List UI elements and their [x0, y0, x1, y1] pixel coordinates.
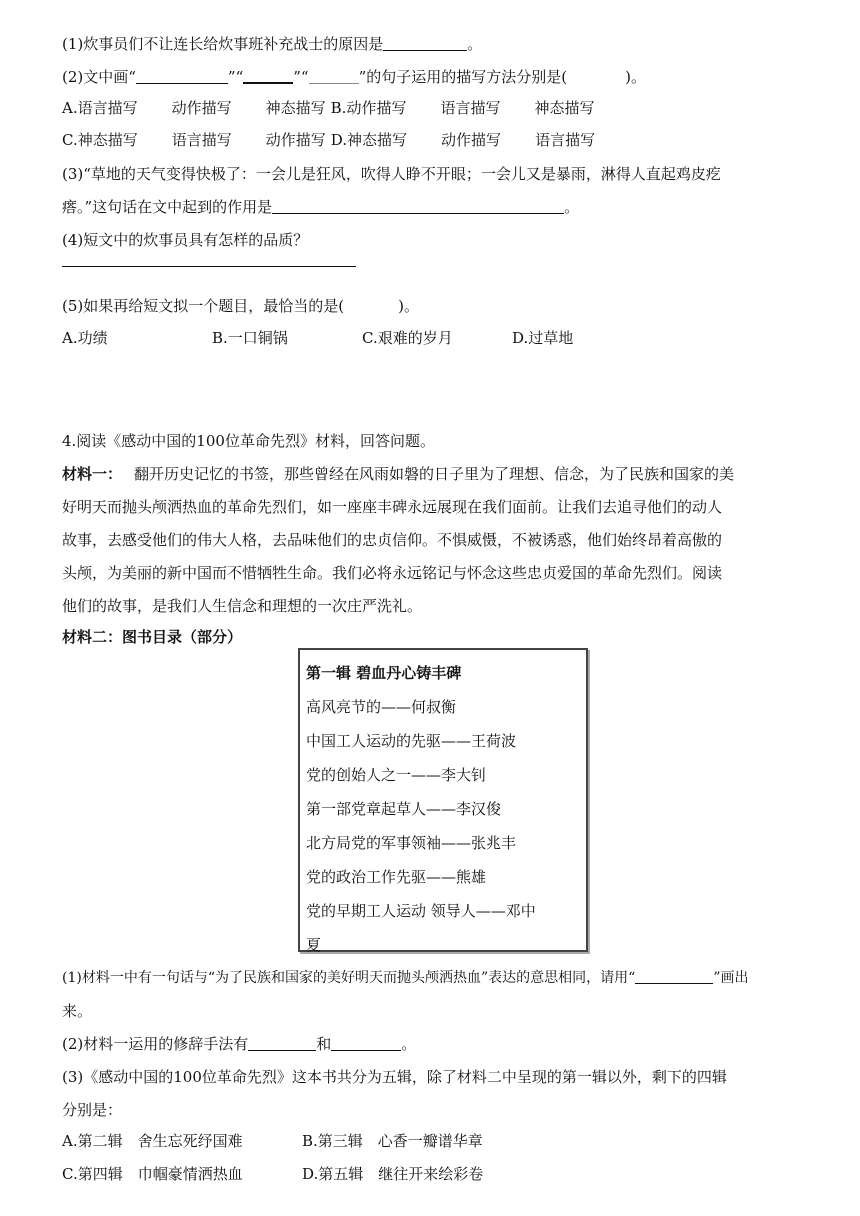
- question-5: [62, 295, 419, 317]
- p4-question-1-line-1: [62, 967, 748, 989]
- underline-sample-thin: [309, 67, 359, 84]
- p4-question-3-line-2: 分别是：: [62, 1101, 123, 1119]
- option-a[interactable]: A.第二辑 舍生忘死纾国难: [62, 1132, 243, 1150]
- question-5-text: (5)如果再给短文拟一个题目，最恰当的是(: [62, 297, 345, 315]
- material-1-label: 材料一：: [62, 465, 123, 483]
- question-5-end: )。: [398, 297, 419, 315]
- option-item: 神态描写: [77, 131, 138, 149]
- option-item: 语言描写: [77, 99, 138, 117]
- answer-line[interactable]: [62, 266, 356, 267]
- question-3-text: 瘩。”这句话在文中起到的作用是: [62, 198, 273, 216]
- toc-item: 第一部党章起草人——李汉俊: [306, 800, 502, 818]
- toc-item: 党的创始人之一——李大钊: [306, 766, 487, 784]
- material-1-line-3: 故事，去感受他们的伟大人格，去品味他们的忠贞信仰。不惧威慑，不被诱惑，他们始终昂着高傲的: [62, 531, 723, 549]
- option-b[interactable]: B.第三辑 心香一瓣谱华章: [302, 1132, 483, 1150]
- question-2-quote: ”“: [227, 68, 244, 86]
- option-item: 动作描写: [171, 99, 232, 117]
- option-d[interactable]: D.第五辑 继往开来绘彩卷: [302, 1165, 484, 1183]
- option-letter: A.: [62, 99, 78, 117]
- option-item: 动作描写: [441, 131, 502, 149]
- toc-item: 高风亮节的——何叔衡: [306, 698, 457, 716]
- question-1-end: 。: [467, 35, 483, 53]
- toc-item: 北方局党的军事领袖——张兆丰: [306, 834, 517, 852]
- option-item: 语言描写: [171, 131, 232, 149]
- question-3-line-1: (3)“草地的天气变得快极了：一会儿是狂风，吹得人睁不开眼；一会儿又是暴雨，淋得人直起鸡皮疙: [62, 165, 721, 183]
- option-c[interactable]: C.艰难的岁月: [362, 329, 453, 347]
- option-letter: C.: [62, 131, 78, 149]
- answer-blank[interactable]: [248, 1034, 316, 1051]
- answer-blank[interactable]: [331, 1034, 401, 1051]
- p4-question-3-options-cd: [62, 1163, 483, 1185]
- p4-question-3-line-1: (3)《感动中国的100位革命先烈》这本书共分为五辑，除了材料二中呈现的第一辑以外，剩下的四辑: [62, 1068, 727, 1086]
- question-2-text: (2)文中画“: [62, 68, 136, 86]
- material-2-label: 材料二：图书目录（部分）: [62, 628, 243, 646]
- question-3-line-2: [62, 196, 579, 218]
- option-item: 神态描写: [534, 99, 595, 117]
- p4-question-2-end: 。: [401, 1035, 417, 1053]
- option-letter: D.: [330, 131, 348, 149]
- p4-question-3-options-ab: [62, 1130, 483, 1152]
- toc-title: 第一辑 碧血丹心铸丰碑: [306, 664, 462, 682]
- question-2-options-cd: [62, 129, 595, 151]
- material-1-line-5: 他们的故事，是我们人生信念和理想的一次庄严洗礼。: [62, 597, 423, 615]
- question-1-text: (1)炊事员们不让连长给炊事班补充战士的原因是: [62, 35, 384, 53]
- option-item: 动作描写: [265, 131, 326, 149]
- material-1-line-1: [62, 463, 734, 485]
- material-1-text: 翻开历史记忆的书签，那些曾经在风雨如磐的日子里为了理想、信念，为了民族和国家的美: [134, 465, 735, 483]
- option-d[interactable]: D.过草地: [512, 329, 574, 347]
- toc-item: 党的早期工人运动 领导人——邓中: [306, 902, 536, 920]
- p4-question-2-text: (2)材料一运用的修辞手法有: [62, 1035, 249, 1053]
- toc-item: 夏: [306, 936, 322, 954]
- passage-4-intro: 4.阅读《感动中国的100位革命先烈》材料，回答问题。: [62, 432, 435, 450]
- answer-blank[interactable]: [383, 34, 467, 51]
- option-item: 神态描写: [265, 99, 326, 117]
- question-3-end: 。: [564, 198, 580, 216]
- material-1-line-2: 好明天而抛头颅洒热血的革命先烈们，如一座座丰碑永远展现在我们面前。让我们去追寻他们的动人: [62, 498, 723, 516]
- option-b[interactable]: B.一口铜锅: [212, 329, 288, 347]
- toc-item: 党的政治工作先驱——熊雄: [306, 868, 487, 886]
- underline-sample-solid: [136, 67, 228, 84]
- question-2-quote: ”“: [293, 68, 309, 86]
- option-item: 神态描写: [347, 131, 408, 149]
- toc-item: 中国工人运动的先驱——王荷波: [306, 732, 517, 750]
- question-2-end: )。: [625, 68, 646, 86]
- question-5-options: [62, 327, 573, 349]
- option-letter: B.: [330, 99, 347, 117]
- p4-question-1-line-2: 来。: [62, 1002, 93, 1020]
- p4-question-1-text: (1)材料一中有一句话与“为了民族和国家的美好明天而抛头颅洒热血”表达的意思相同，请用“: [62, 970, 636, 986]
- material-1-line-4: 头颅，为美丽的新中国而不惜牺牲生命。我们必将永远铭记与怀念这些忠贞爱国的革命先烈们。阅读: [62, 564, 723, 582]
- option-item: 语言描写: [440, 99, 501, 117]
- question-2-options-ab: [62, 97, 595, 119]
- book-table-of-contents: [298, 648, 588, 952]
- option-a[interactable]: A.功绩: [62, 329, 108, 347]
- option-item: 动作描写: [346, 99, 407, 117]
- question-1: [62, 33, 482, 55]
- question-2-text-2: ”的句子运用的描写方法分别是(: [358, 68, 568, 86]
- p4-question-1-text-2: ”画出: [713, 970, 749, 986]
- p4-question-2-and: 和: [316, 1035, 332, 1053]
- p4-question-2: [62, 1033, 416, 1055]
- underline-sample: [635, 967, 713, 984]
- underline-sample-thick: [243, 66, 293, 84]
- option-c[interactable]: C.第四辑 巾帼豪情洒热血: [62, 1165, 243, 1183]
- question-4-text: (4)短文中的炊事员具有怎样的品质？: [62, 231, 309, 249]
- question-2: [62, 66, 646, 88]
- answer-blank[interactable]: [272, 197, 564, 214]
- option-item: 语言描写: [535, 131, 596, 149]
